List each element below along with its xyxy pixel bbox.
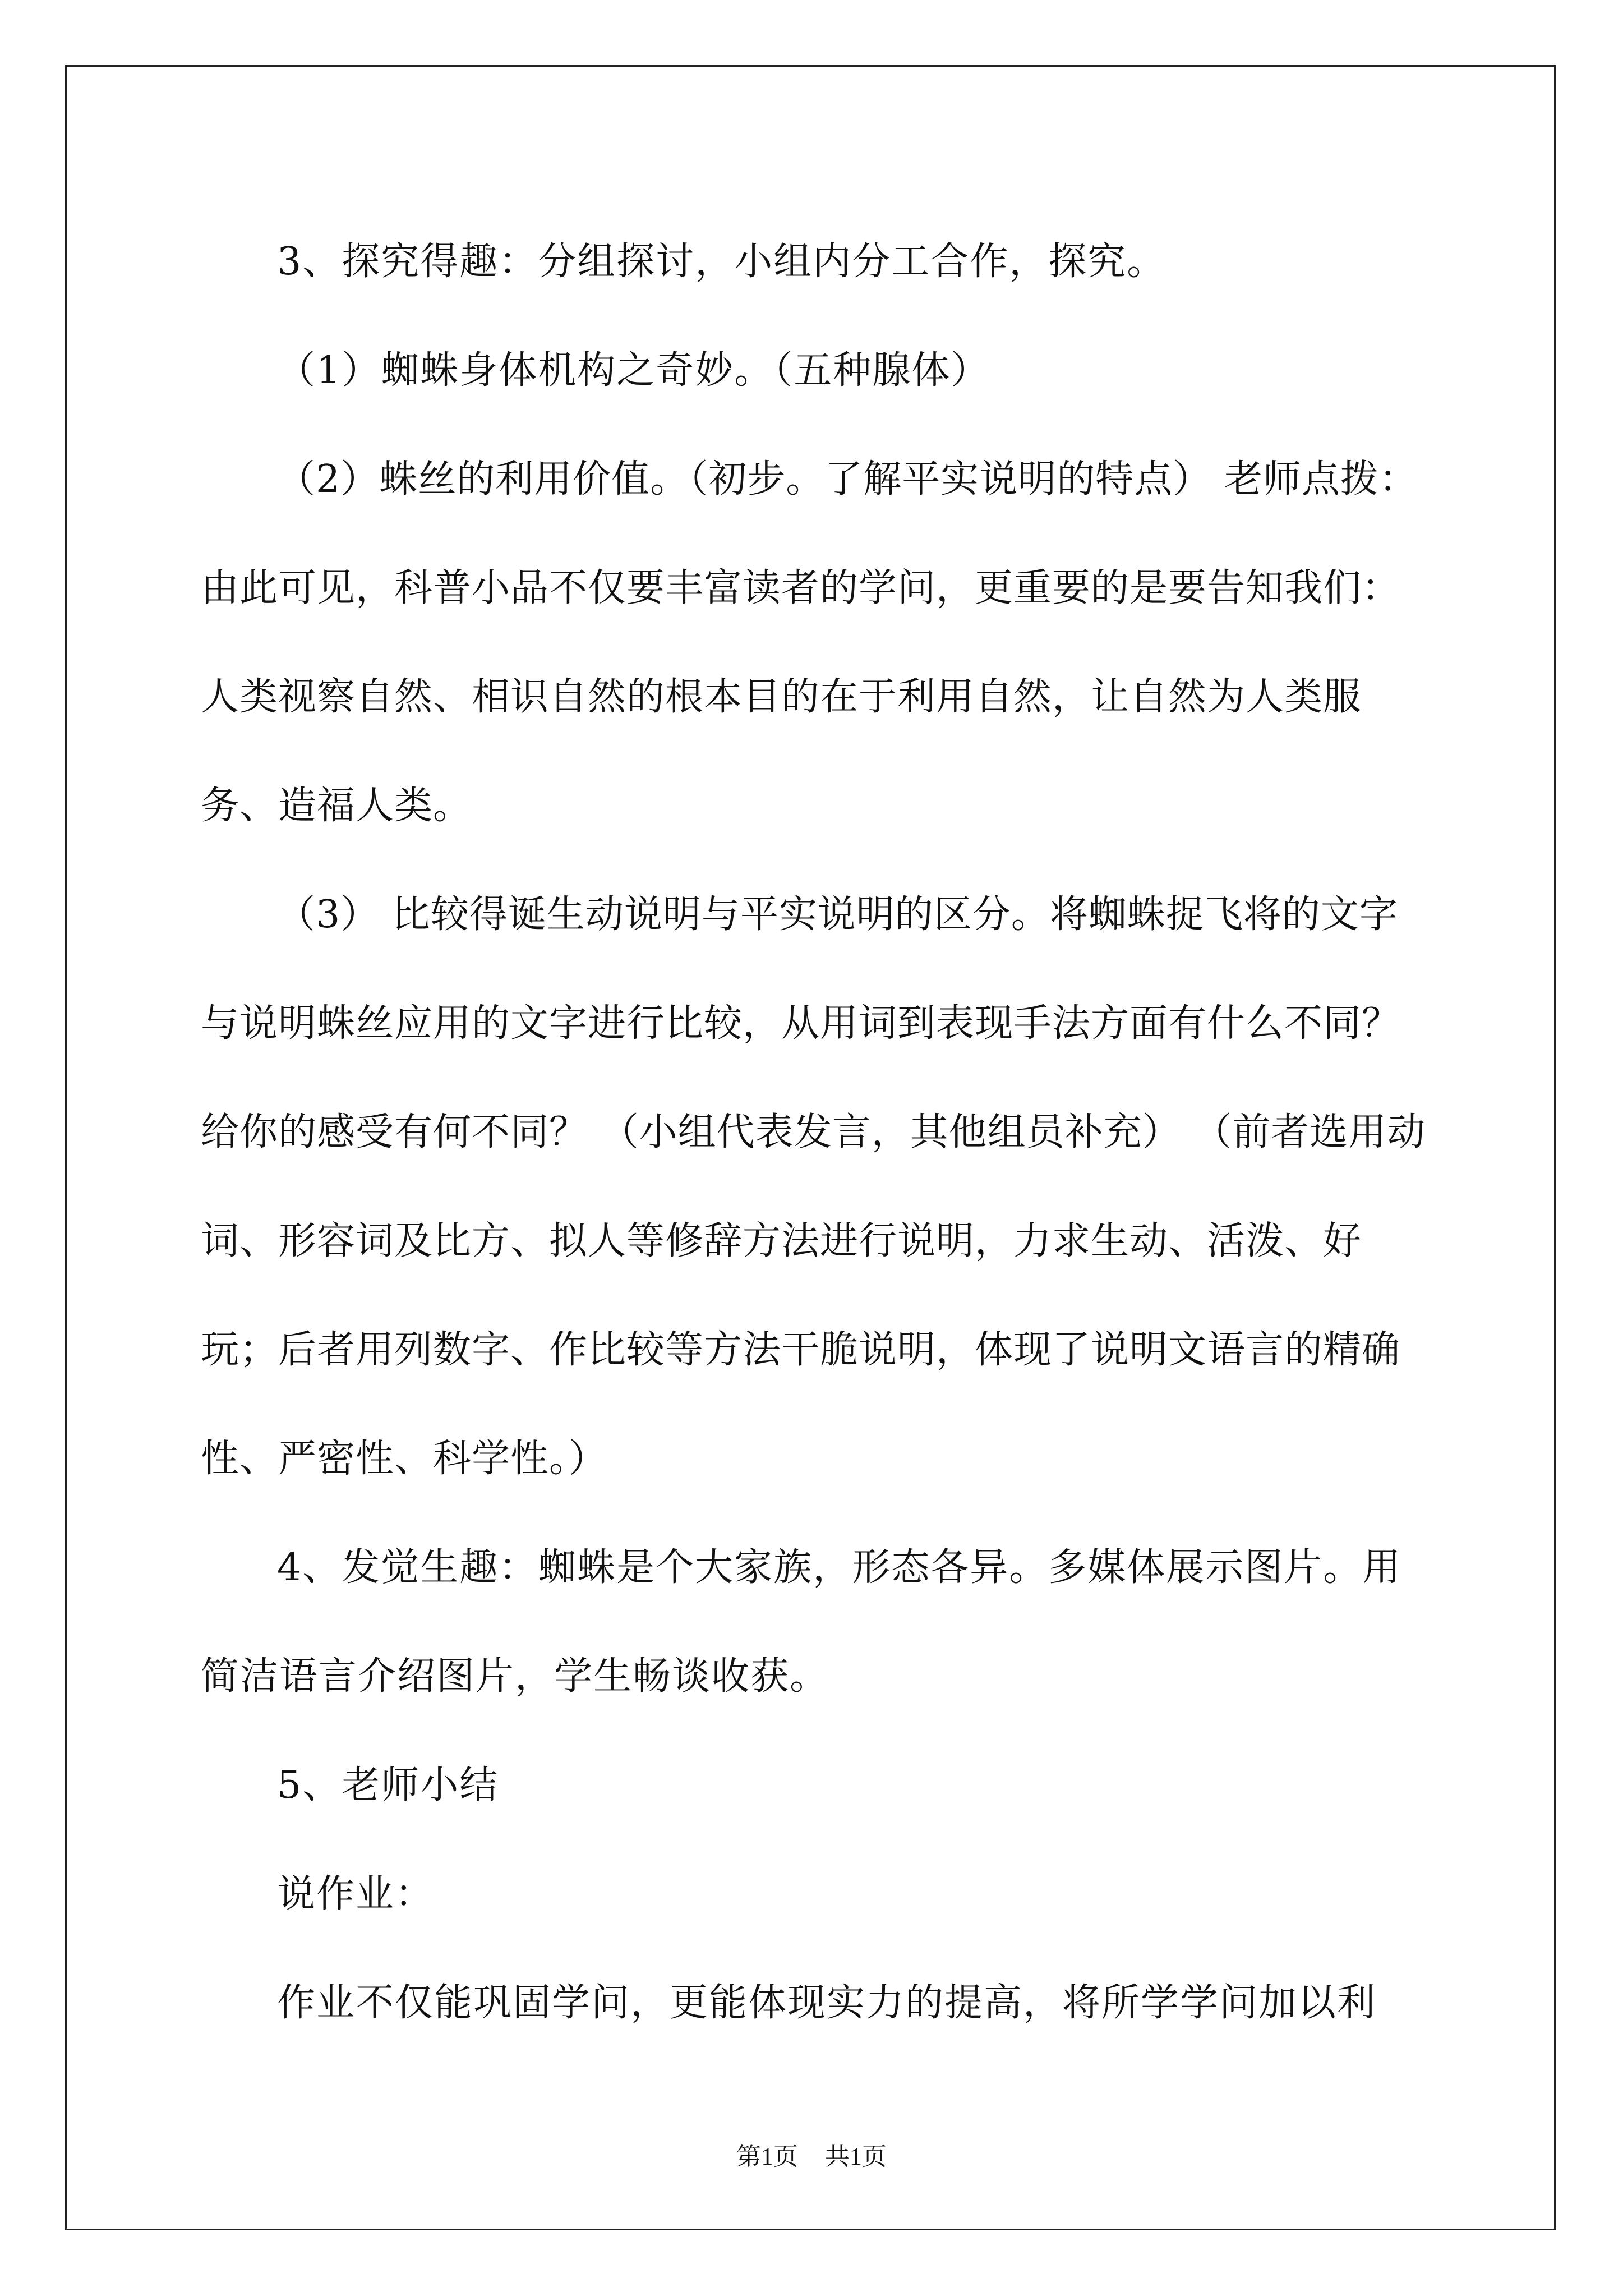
paragraph-homework-text: 作业不仅能巩固学问，更能体现实力的提高，将所学学问加以利 xyxy=(277,1981,1377,2025)
paragraph-step-4: 4、发觉生趣：蜘蛛是个大家族，形态各异。多媒体展示图片。用简洁语言介绍图片，学生畅谈收获。 xyxy=(201,1545,1402,1699)
document-body xyxy=(201,208,1429,2058)
paragraph-item-3: （3） 比较得诞生动说明与平实说明的区分。将蜘蛛捉飞将的文字与说明蛛丝应用的文字进行比较，从用词到表现手法方面有什么不同？给你的感受有何不同？ （小组代表发言，其他组员补充） （前者选用动词、形容词及比方、拟人等修辞方法进行说明，力求生动、活泼、好玩；后者用列数字、作比较等方法干脆说明，体现了说明文语言的精确性、严密性、科学性。） xyxy=(201,892,1426,1481)
page-total: 共1页 xyxy=(825,2143,887,2170)
paragraph-item-1: （1）蜘蛛身体机构之奇妙。（五种腺体） xyxy=(277,348,990,393)
paragraph-homework-heading: 说作业： xyxy=(277,1872,435,1916)
paragraph-item-2: （2）蛛丝的利用价值。（初步。了解平实说明的特点） 老师点拨：由此可见，科普小品不仅要丰富读者的学问，更重要的是要告知我们：人类视察自然、相识自然的根本目的在于利用自然，让自然为人类服务、造福人类。 xyxy=(201,457,1418,828)
page-number: 第1页 xyxy=(736,2143,798,2170)
paragraph-step-5: 5、老师小结 xyxy=(277,1763,499,1807)
paragraph-step-3: 3、探究得趣：分组探讨，小组内分工合作，探究。 xyxy=(277,240,1166,284)
page-footer xyxy=(0,2140,1623,2174)
